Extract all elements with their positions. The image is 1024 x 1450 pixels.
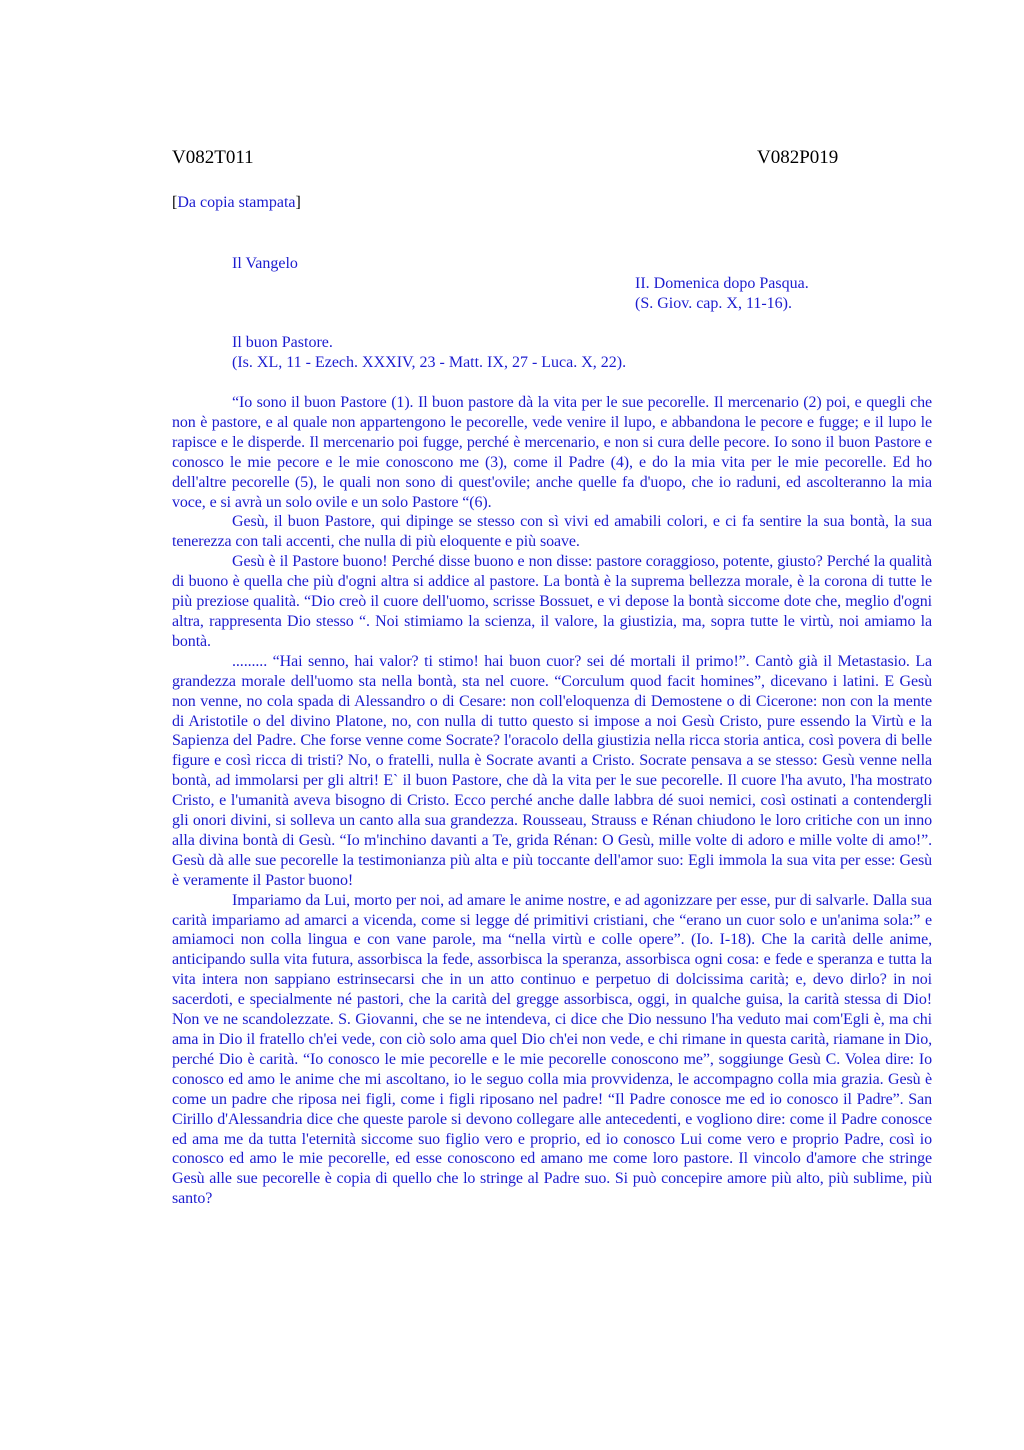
heading-title: Il Vangelo — [232, 255, 298, 272]
source-note — [172, 193, 301, 213]
paragraph: “Io sono il buon Pastore (1). Il buon pastore dà la vita per le sue pecorelle. Il mercenario (2) poi, e quegli che non è pastore, e al quale non appartengono le pecorelle, vede venire il lupo, e abbandona le pecore e fugge; e il lupo le rapisce e le disperde. Il mercenario poi fugge, perché è mercenario, e non si cura delle pecore. Io sono il buon Pastore e conosco le mie pecore e le mie conoscono me (3), come il Padre (4), e do la mia vita per le mie pecorelle. Ed ho dell'altre pecorelle (5), le quali non sono di quest'ovile; anche quelle fa d'uopo, che io raduni, ed ascolteranno la mia voce, e si avrà un solo ovile e un solo Pastore “(6). — [172, 394, 932, 511]
document-code-right: V082P019 — [757, 147, 839, 168]
source-note-text: Da copia stampata — [177, 194, 296, 211]
heading-occasion: II. Domenica dopo Pasqua. — [635, 275, 809, 292]
source-note-open-bracket: [ — [172, 194, 178, 211]
paragraph: Gesù, il buon Pastore, qui dipinge se stesso con sì vivi ed amabili colori, e ci fa sentire la sua bontà, la sua tenerezza con tali accenti, che nulla di più eloquente e più soave. — [172, 513, 932, 551]
paragraph: Gesù è il Pastore buono! Perché disse buono e non disse: pastore coraggioso, potente, giusto? Perché la qualità di buono è quella che più d'ogni altra si addice al pastore. La bontà è la suprema bellezza morale, è la corona di tutte le più preziose qualità. “Dio creò il cuore dell'uomo, scrisse Bossuet, e vi depose la bontà siccome dote che, meglio d'ogni altra, rappresenta Dio stesso “. Noi stimiamo la scienza, il valore, la giustizia, ma, sopra tutte le virtù, noi amiamo la bontà. — [172, 553, 932, 650]
document-code-left: V082T011 — [172, 147, 254, 168]
paragraph: ......... “Hai senno, hai valor? ti stimo! hai buon cuor? sei dé mortali il primo!”. Cantò già il Metastasio. La grandezza morale dell'uomo sta nella bontà, sta nel cuore. “Corculum quod facit homines”, dicevano i latini. E Gesù non venne, no cola spada di Alessandro o di Cesare: non coll'eloquenza di Demostene o di Cicerone: non con la mente di Aristotile o del divino Platone, no, con nulla di tutto questo si impose a noi Gesù Cristo, pure essendo la Virtù e la Sapienza del Padre. Che forse venne come Socrate? l'oracolo della giustizia nella ricca storia antica, così povera di belle figure e così ricca di tristi? No, o fratelli, nulla è Socrate avanti a Cristo. Socrate pensava a se stesso: Gesù venne nella bontà, ad immolarsi per gli altri! E` il buon Pastore, che dà la vita per le sue pecorelle. Il cuore l'ha avuto, l'ha mostrato Cristo, e l'umanità aveva bisogno di Cristo. Ecco perché anche dalle labbra dé suoi nemici, così ostinati a contendergli gli onori divini, si solleva un canto alla sua grandezza. Rousseau, Strauss e Rénan chiudono le loro critiche con un inno alla divina bontà di Gesù. “Io m'inchino davanti a Te, grida Rénan: O Gesù, mille volte di adoro e mille volte di amo!”. Gesù dà alle sue pecorelle la testimonianza più alta e più toccante dell'amor suo: Egli immola la sua vita per esse: Gesù è veramente il Pastor buono! — [172, 652, 932, 889]
subheading-references: (Is. XL, 11 - Ezech. XXXIV, 23 - Matt. IX, 27 - Luca. X, 22). — [232, 354, 627, 371]
subheading-title: Il buon Pastore. — [232, 334, 333, 351]
paragraph: Impariamo da Lui, morto per noi, ad amare le anime nostre, e ad agonizzare per esse, pur di salvarle. Dalla sua carità impariamo ad amarci a vicenda, come si legge dé primitivi cristiani, che “erano un cuor solo e un'anima sola:” e amiamoci non colla lingua e con vane parole, ma “nella virtù e colle opere”. (Io. I-18). Che la carità delle anime, anticipando sulla vita futura, assorbisca la fede, assorbisca la speranza, assorbisca ogni cosa: e fede e speranza e tutta la vita intera non sappiano estrinsecarsi che in un atto continuo e perpetuo di dolcissima carità; e, devo dirlo? in noi sacerdoti, e specialmente né pastori, che la carità del gregge assorbisca, oggi, in qualche guisa, la carità stessa di Dio! Non ve ne scandolezzate. S. Giovanni, che se ne intendeva, ci dice che Dio nessuno l'ha veduto mai com'Egli è, ma chi ama in Dio il fratello ch'ei vede, con ciò solo ama quel Dio ch'ei non vede, e chi rimane in questa carità, riamane in Dio, perché Dio è carità. “Io conosco le mie pecorelle e le mie pecorelle conoscono me”, soggiunge Gesù C. Volea dire: Io conosco ed amo le anime che mi ascoltano, io le seguo colla mia provvidenza, le accompagno colla mia grazia. Gesù è come un padre che riposa nei figli, come i figli riposano nel padre! “Il Padre conosce me ed io conosco il Padre”. San Cirillo d'Alessandria dice che queste parole si devono collegare alle antecedenti, e vogliono dire: come il Padre conosce ed ama me da tutta l'eternità siccome suo figlio vero e proprio, ed io conosco Lui come vero e proprio Padre, così io conosco ed amo le mie pecorelle, ed esse conoscono ed amano me come loro pastore. Il vincolo d'amore che stringe Gesù alle sue pecorelle è copia di quello che lo stringe al Padre suo. Si può concepire amore più alto, più sublime, più santo? — [172, 891, 932, 1208]
source-note-close-bracket: ] — [295, 194, 301, 211]
heading-reference: (S. Giov. cap. X, 11-16). — [635, 295, 793, 312]
body-text — [172, 393, 932, 1209]
